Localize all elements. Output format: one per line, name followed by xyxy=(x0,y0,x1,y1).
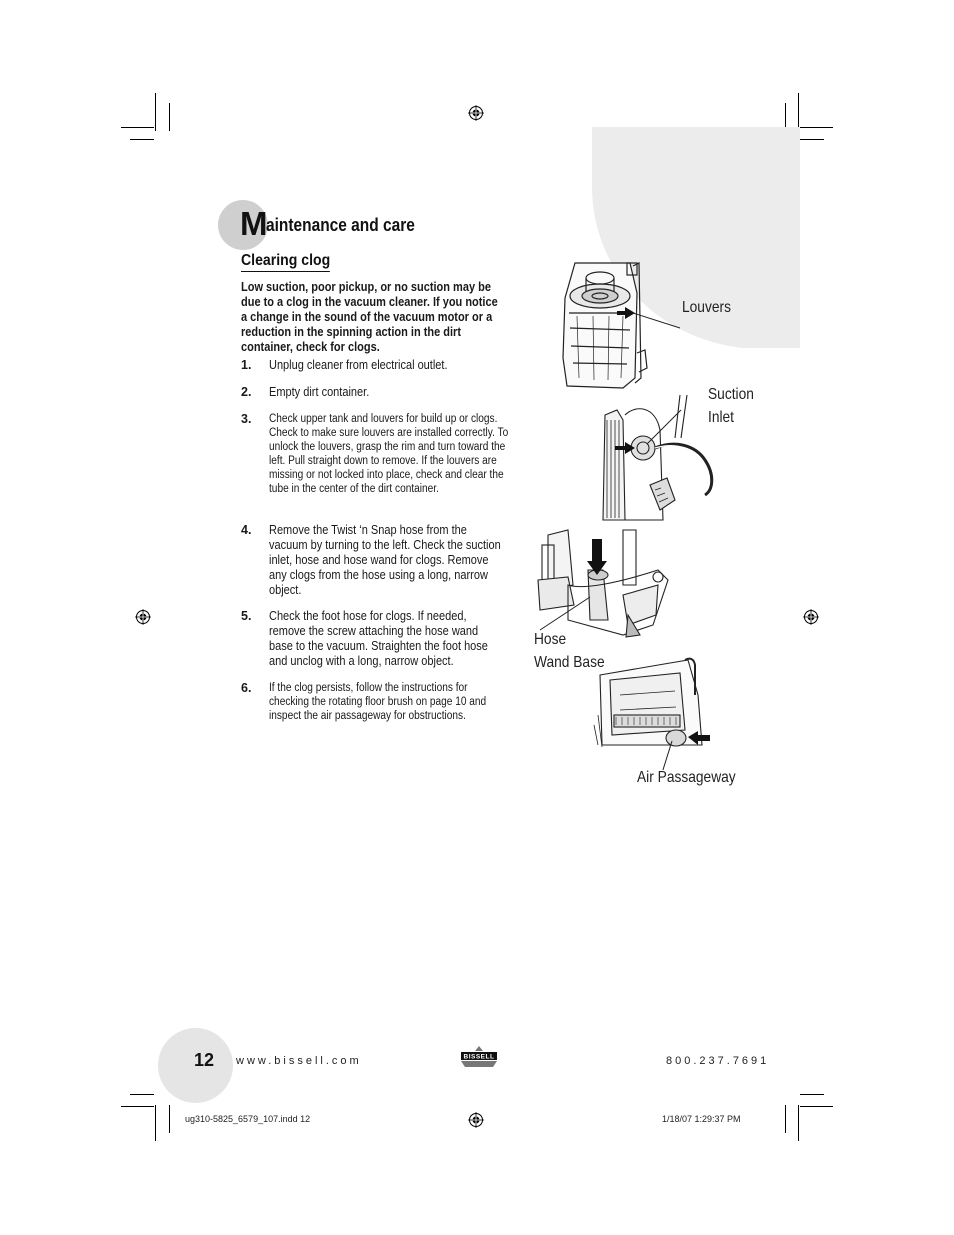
crop-mark xyxy=(800,127,833,128)
crop-mark xyxy=(800,139,824,140)
registration-mark-icon xyxy=(468,105,484,121)
step-text: Remove the Twist ‘n Snap hose from the vacuum by turning to the left. Check the suction inlet, hose and hose wand for clogs. Remove any clogs from the hose using a long, narrow object. xyxy=(269,523,501,597)
hose-wand-base-label-line1: Hose xyxy=(534,631,567,648)
air-passageway-illustration xyxy=(590,655,725,770)
section-heading: Clearing clog xyxy=(241,252,330,272)
crop-mark xyxy=(169,1105,170,1133)
crop-mark xyxy=(130,1094,154,1095)
registration-mark-icon xyxy=(468,1112,484,1128)
louvers-illustration xyxy=(555,258,685,393)
page-title-initial: M xyxy=(240,205,268,242)
step-number: 6. xyxy=(241,681,252,695)
registration-mark-icon xyxy=(803,609,819,625)
crop-mark xyxy=(155,93,156,131)
section-intro: Low suction, poor pickup, or no suction may be due to a clog in the vacuum cleaner. If you notice a change in the sound of the vacuum motor or a reduction in the spinning action in the dirt container, check for clogs. xyxy=(241,280,498,354)
crop-mark xyxy=(130,139,154,140)
crop-mark xyxy=(800,1094,824,1095)
crop-mark xyxy=(169,103,170,131)
logo-text: BISSELL xyxy=(463,1053,495,1061)
step-number: 2. xyxy=(241,385,252,399)
slug-filename: ug310-5825_6579_107.indd 12 xyxy=(185,1114,311,1124)
crop-mark xyxy=(121,1106,154,1107)
crop-mark xyxy=(798,93,799,131)
step-number: 3. xyxy=(241,412,252,426)
page-title: aintenance and care xyxy=(266,215,415,235)
step-number: 1. xyxy=(241,358,252,372)
louvers-label: Louvers xyxy=(682,299,731,316)
step-number: 4. xyxy=(241,523,252,537)
crop-mark xyxy=(121,127,154,128)
bissell-logo-icon xyxy=(460,1046,498,1068)
step-text: If the clog persists, follow the instructions for checking the rotating floor brush on page 10 and inspect the air passageway for obstructions. xyxy=(269,682,487,722)
step-text: Check upper tank and louvers for build up or clogs. Check to make sure louvers are installed correctly. To unlock the louvers, grasp the rim and turn toward the left. Pull straight down to remove. If the louvers are missing or not locked into place, check and clear the tube in the center of the dirt container. xyxy=(269,413,509,495)
footer-url[interactable]: www.bissell.com xyxy=(236,1055,362,1067)
hose-wand-base-label-line2: Wand Base xyxy=(534,654,605,671)
crop-mark xyxy=(798,1105,799,1141)
air-passageway-label: Air Passageway xyxy=(637,769,736,786)
step-number: 5. xyxy=(241,609,252,623)
crop-mark xyxy=(155,1105,156,1141)
suction-inlet-label-line1: Suction xyxy=(708,386,754,403)
step-text: Unplug cleaner from electrical outlet. xyxy=(269,358,448,372)
step-text: Empty dirt container. xyxy=(269,385,370,399)
suction-inlet-label-line2: Inlet xyxy=(708,409,735,426)
footer-phone: 800.237.7691 xyxy=(666,1055,770,1067)
crop-mark xyxy=(785,1105,786,1133)
step-text: Check the foot hose for clogs. If needed, remove the screw attaching the hose wand base to the vacuum. Straighten the foot hose and unclog with a long, narrow object. xyxy=(269,609,488,668)
crop-mark xyxy=(800,1106,833,1107)
registration-mark-icon xyxy=(135,609,151,625)
page-number: 12 xyxy=(194,1050,215,1070)
slug-timestamp: 1/18/07 1:29:37 PM xyxy=(662,1114,741,1124)
